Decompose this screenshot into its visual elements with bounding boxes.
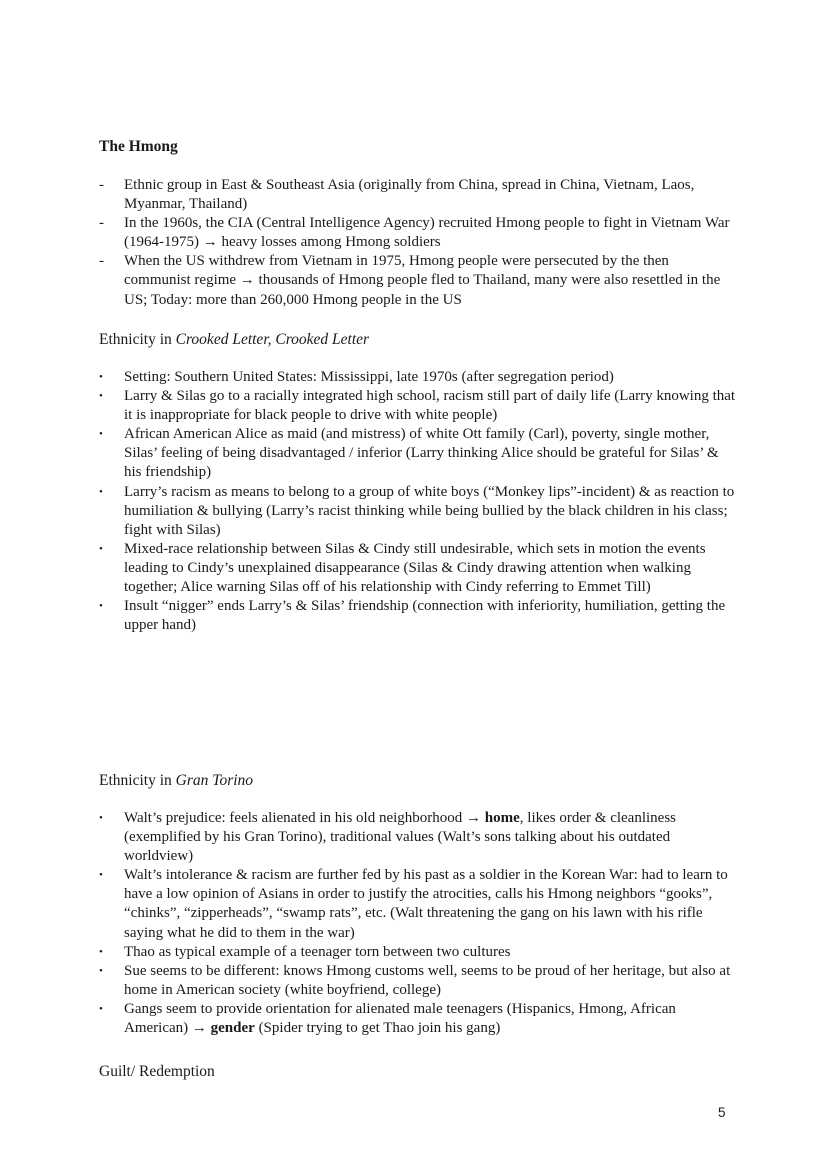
section-title-guilt-redemption: Guilt/ Redemption [99,1063,215,1080]
list-item: - When the US withdrew from Vietnam in 1975, Hmong people were persecuted by the then communist regime → thousands of Hmong people fled to Thailand, many were also resettled in the US; Today: more than 260,000 Hmong people in the US [99,253,721,308]
section-title-crooked-letter: Ethnicity in Crooked Letter, Crooked Letter [99,331,370,348]
section-title-hmong: The Hmong [99,138,178,155]
bullet-marker: • [99,945,103,958]
list-item: • African American Alice as maid (and mistress) of white Ott family (Carl), poverty, single mother, Silas’ feeling of being disadvantaged / inferior (Larry thinking Alice should be grateful for Silas’ & his friendship) [99,426,719,481]
list-item: • Thao as typical example of a teenager torn between two cultures [99,943,739,962]
list-item: • Gangs seem to provide orientation for alienated male teenagers (Hispanics, Hmong, African American) → gender (Spider trying to get Thao join his gang) [99,1000,676,1037]
list-item: • Walt’s intolerance & racism are further fed by his past as a soldier in the Korean War: had to learn to have a low opinion of Asians in order to justify the atrocities, calls his Hmong neighbors “gooks”, “chinks”, “zipperheads”, “swamp rats”, etc. (Walt threatening the gang on his lawn with his rifle saying what he did to them in the war) [99,867,728,941]
list-item: • Insult “nigger” ends Larry’s & Silas’ friendship (connection with inferiority, humiliation, getting the upper hand) [99,598,726,634]
bullet-marker: • [99,600,103,613]
bullet-marker: • [99,964,103,977]
bullet-marker: • [99,371,103,383]
bullet-marker: • [99,485,103,498]
crooked-letter-list [99,368,739,635]
bullet-marker: • [99,1002,103,1015]
list-item: • Larry’s racism as means to belong to a group of white boys (“Monkey lips”-incident) & as reaction to humiliation & bullying (Larry’s racist thinking while being bullied by the black children in his class; fight with Silas) [99,483,735,538]
list-item: • Walt’s prejudice: feels alienated in his old neighborhood → home, likes order & cleanliness (exemplified by his Gran Torino), traditional values (Walt’s sons talking about his outdated worldview) [99,810,677,865]
bullet-marker: • [99,869,103,882]
bullet-marker: • [99,542,103,555]
list-item: • Setting: Southern United States: Mississippi, late 1970s (after segregation period) [99,368,739,387]
list-item: - In the 1960s, the CIA (Central Intelligence Agency) recruited Hmong people to fight in Vietnam War (1964-1975) → heavy losses among Hmong soldiers [99,215,730,251]
bullet-marker: • [99,428,103,441]
list-item: • Sue seems to be different: knows Hmong customs well, seems to be proud of her heritage, but also at home in American society (white boyfriend, college) [99,962,731,998]
hmong-list [99,176,739,310]
list-item: • Mixed-race relationship between Silas & Cindy still undesirable, which sets in motion the events leading to Cindy’s unexplained disappearance (Silas & Cindy drawing attention when walking together; Alice warning Silas off of his relationship with Cindy referring to Emmet Till) [99,540,706,596]
list-item: - Ethnic group in East & Southeast Asia (originally from China, spread in China, Vietnam, Laos, Myanmar, Thailand) [99,177,695,213]
bullet-marker: • [99,390,103,403]
page-number: 5 [718,1105,726,1120]
dash-marker: - [99,253,104,270]
bullet-marker: • [99,812,103,824]
dash-marker: - [99,215,104,232]
dash-marker: - [99,177,104,193]
gran-torino-list [99,809,739,1038]
list-item: • Larry & Silas go to a racially integrated high school, racism still part of daily life (Larry knowing that it is inappropriate for black people to drive with white people) [99,388,736,424]
section-title-gran-torino: Ethnicity in Gran Torino [99,772,254,789]
